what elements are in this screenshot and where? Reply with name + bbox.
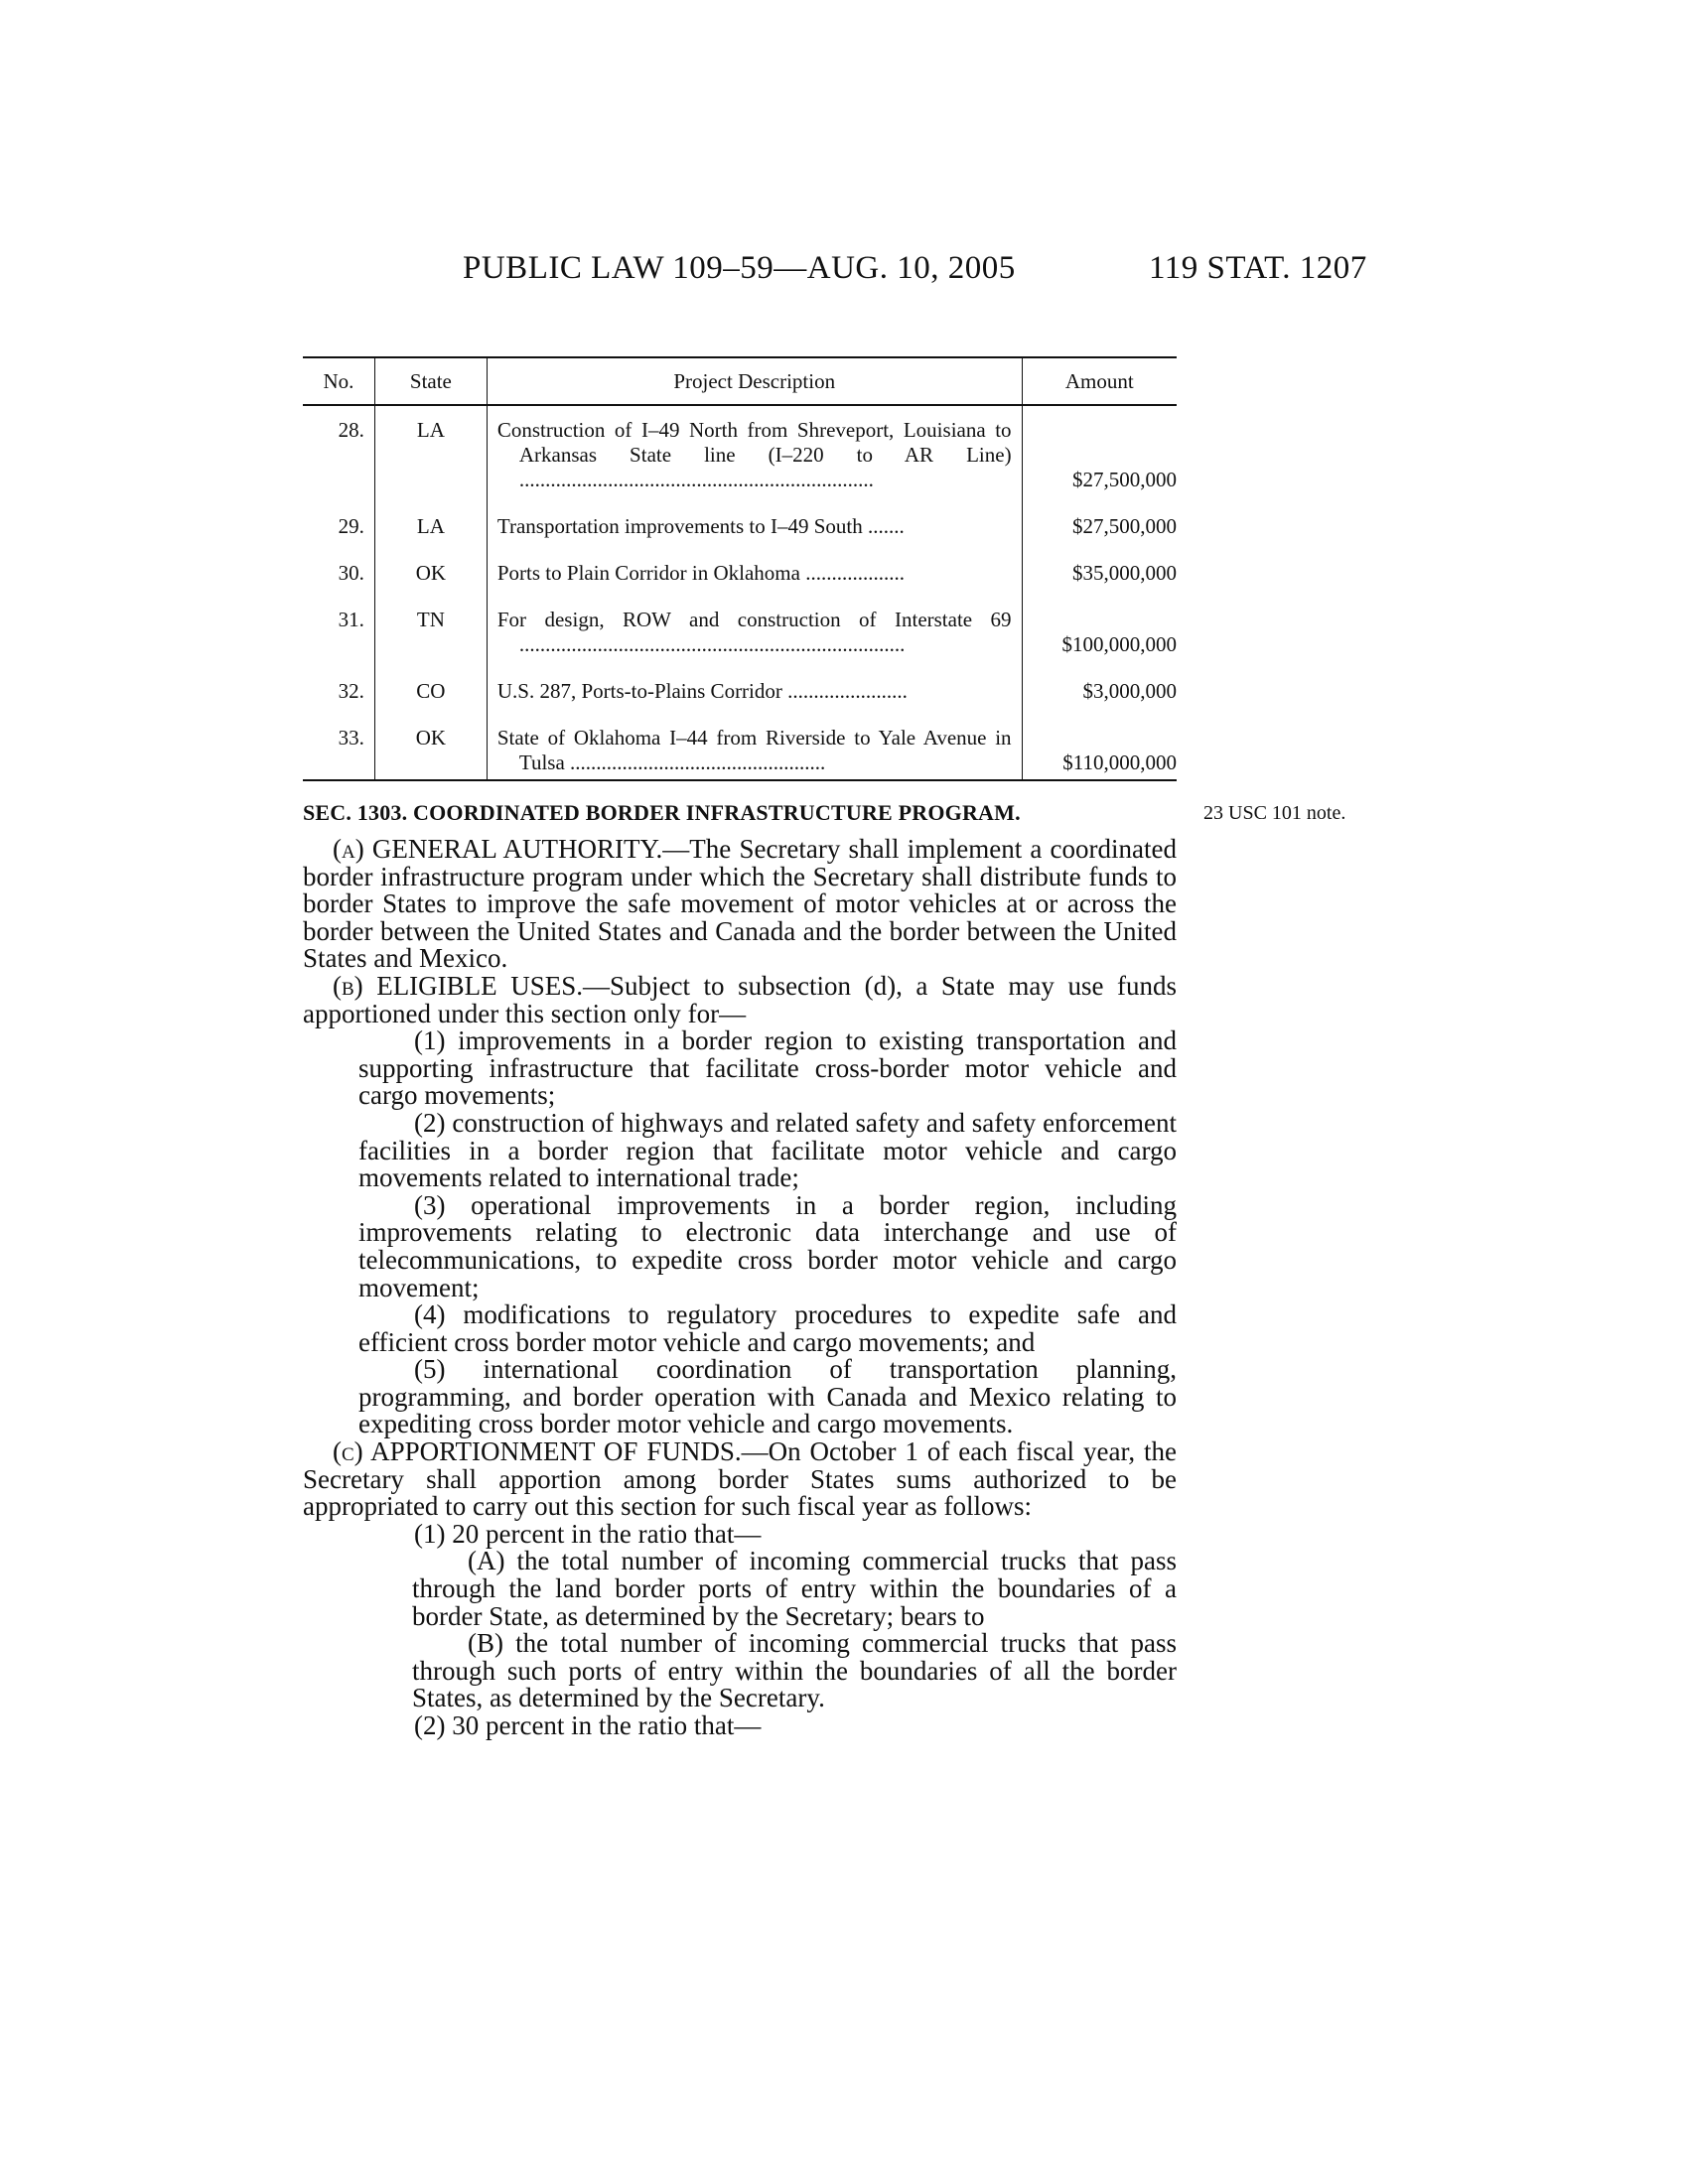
row-state: CO — [374, 679, 487, 726]
table-row — [303, 679, 1177, 726]
row-state: OK — [374, 561, 487, 608]
row-number: 29. — [338, 514, 364, 538]
row-state: TN — [374, 608, 487, 679]
row-number: 31. — [338, 608, 364, 631]
row-amount: $27,500,000 — [1022, 405, 1177, 514]
column-header-no: No. — [303, 357, 374, 405]
subsection-a-label: (a) GENERAL AUTHORITY. — [333, 834, 663, 864]
section-body — [303, 836, 1177, 1740]
table-row — [303, 608, 1177, 679]
subsection-b-label: (b) ELIGIBLE USES. — [333, 970, 583, 1001]
row-number: 30. — [338, 561, 364, 585]
row-description: U.S. 287, Ports-to-Plains Corridor ....................... — [496, 679, 908, 703]
row-description: Ports to Plain Corridor in Oklahoma ................... — [496, 561, 905, 585]
paragraph-c1: (1) 20 percent in the ratio that— — [414, 1518, 762, 1549]
row-amount: $35,000,000 — [1022, 561, 1177, 608]
row-state: OK — [374, 726, 487, 780]
subsection-a — [303, 836, 1177, 973]
table-row — [303, 514, 1177, 561]
subsection-c — [303, 1438, 1177, 1521]
row-amount: $27,500,000 — [1022, 514, 1177, 561]
row-amount: $3,000,000 — [1022, 679, 1177, 726]
subsection-b — [303, 970, 1177, 1028]
section-heading: SEC. 1303. COORDINATED BORDER INFRASTRUCTURE PROGRAM. — [303, 800, 1021, 825]
page-header-title: PUBLIC LAW 109–59—AUG. 10, 2005 — [463, 250, 1016, 286]
column-header-amount: Amount — [1022, 357, 1177, 405]
projects-table — [303, 356, 1177, 781]
paragraph-b2: (2) construction of highways and related safety and safety enforcement facilities in a border region that facilitate motor vehicle and cargo movements related to international trade; — [358, 1107, 1177, 1193]
paragraph-b4: (4) modifications to regulatory procedures to expedite safe and efficient cross border motor vehicle and cargo movements; and — [358, 1299, 1177, 1357]
row-number: 32. — [338, 679, 364, 703]
paragraph-c1A: (A) the total number of incoming commercial trucks that pass through the land border ports of entry within the boundaries of a border State, as determined by the Secretary; bears to — [412, 1546, 1177, 1631]
row-number: 33. — [303, 726, 374, 780]
table-header-row — [303, 357, 1177, 405]
row-amount: $100,000,000 — [1022, 608, 1177, 679]
subsection-b-text: —Subject to subsection (d), a State may use funds apportioned under this section only for— — [303, 970, 1177, 1028]
row-state: LA — [374, 514, 487, 561]
row-description: For design, ROW and construction of Interstate 69 .......................................................................... — [496, 608, 1012, 656]
row-state: LA — [374, 405, 487, 514]
paragraph-c2: (2) 30 percent in the ratio that— — [414, 1710, 762, 1740]
row-amount: $110,000,000 — [1022, 726, 1177, 780]
column-header-state: State — [374, 357, 487, 405]
row-description: Construction of I–49 North from Shreveport, Louisiana to Arkansas State line (I–220 to AR Line) .................................................................... — [496, 418, 1012, 491]
table-row — [303, 405, 1177, 514]
paragraph-c1B: (B) the total number of incoming commercial trucks that pass through such ports of entry within the boundaries of all the border States, as determined by the Secretary. — [412, 1628, 1177, 1713]
page-header-stat: 119 STAT. 1207 — [1149, 250, 1367, 286]
paragraph-b1: (1) improvements in a border region to existing transportation and supporting infrastructure that facilitate cross-border motor vehicle and cargo movements; — [358, 1025, 1177, 1111]
table-row — [303, 726, 1177, 780]
paragraph-b3: (3) operational improvements in a border region, including improvements relating to electronic data interchange and use of telecommunications, to expedite cross border motor vehicle and cargo movement; — [358, 1189, 1177, 1302]
subsection-c-label: (c) APPORTIONMENT OF FUNDS. — [333, 1436, 742, 1467]
column-header-description: Project Description — [487, 357, 1022, 405]
subsection-c-text: —On October 1 of each fiscal year, the Secretary shall apportion among border States sums authorized to be appropriated to carry out this section for such fiscal year as follows: — [303, 1436, 1178, 1522]
subsection-a-text: —The Secretary shall implement a coordinated border infrastructure program under which the Secretary shall distribute funds to border States to improve the safe movement of motor vehicles at or across the border between the United States and Canada and the border between the United States and Mexico. — [303, 834, 1177, 974]
row-description: Transportation improvements to I–49 South ....... — [496, 514, 905, 538]
row-number: 28. — [338, 418, 364, 442]
table-row — [303, 561, 1177, 608]
paragraph-b5: (5) international coordination of transportation planning, programming, and border operation with Canada and Mexico relating to expediting cross border motor vehicle and cargo movements. — [358, 1354, 1177, 1439]
margin-note: 23 USC 101 note. — [1203, 802, 1346, 824]
row-description: State of Oklahoma I–44 from Riverside to Yale Avenue in Tulsa ................................................. — [496, 726, 1012, 774]
